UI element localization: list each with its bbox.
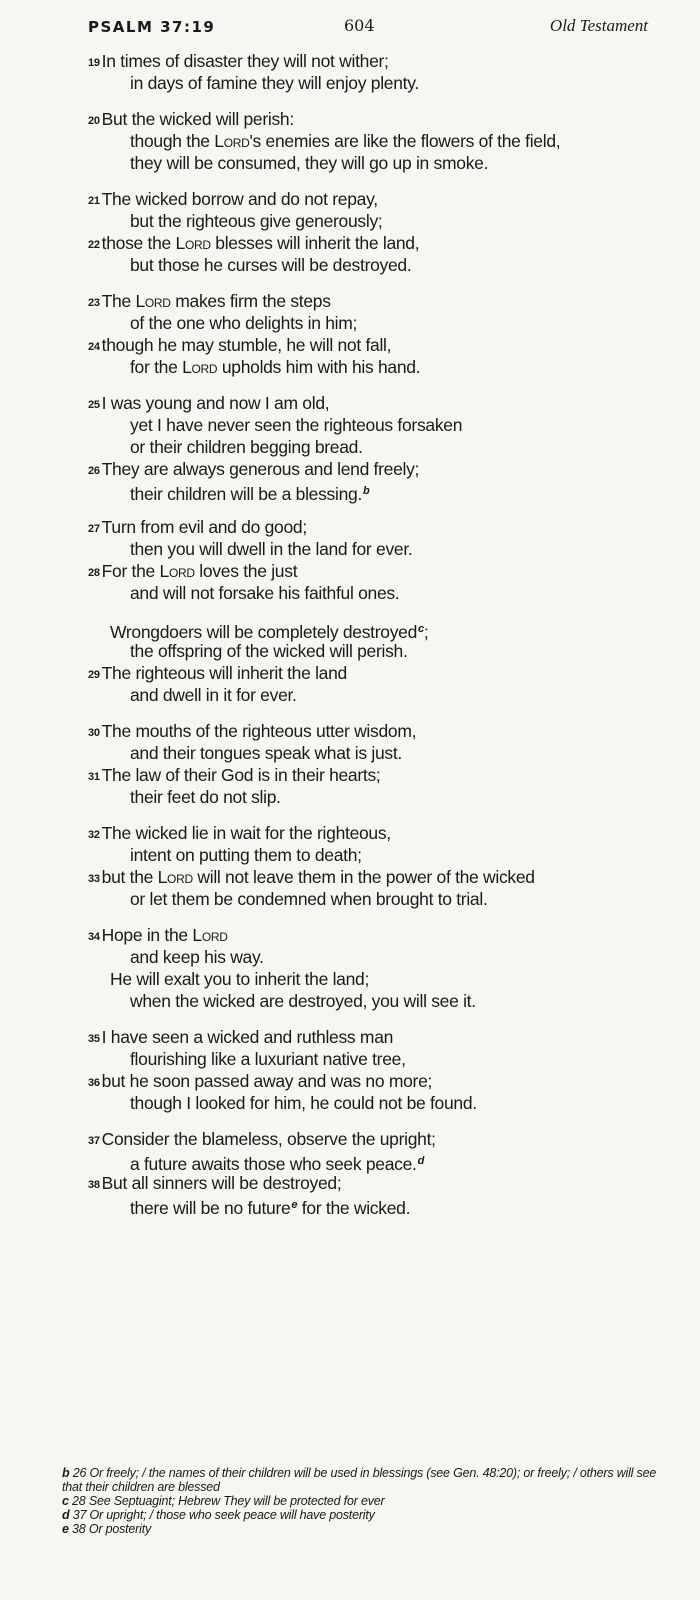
verse-line: [88, 50, 658, 72]
verse-line: [88, 990, 658, 1012]
verse-line: [88, 1194, 658, 1216]
verse-line: [88, 662, 658, 684]
verse-line: [88, 888, 658, 910]
verse-number: 24: [88, 341, 100, 353]
verse-text: But all sinners will be destroyed;: [101, 1173, 342, 1193]
verse-line: [88, 1092, 658, 1114]
verse-text: 's enemies are like the flowers of the field,: [249, 131, 561, 151]
verse-text: those the: [101, 233, 176, 253]
verse-line: [88, 290, 658, 312]
verse-text: will not leave them in the power of the wicked: [192, 867, 535, 887]
verse-line: [88, 560, 658, 582]
verse-text: The wicked borrow and do not repay,: [101, 189, 378, 209]
verse-text: flourishing like a luxuriant native tree,: [130, 1049, 406, 1069]
verse-line: [88, 334, 658, 356]
verse-line: [88, 188, 658, 210]
verse-line: [88, 232, 658, 254]
footnote: [62, 1522, 662, 1536]
divine-name: Lord: [182, 357, 218, 377]
verse-number: 25: [88, 399, 100, 411]
footnotes: [62, 1466, 662, 1536]
footnote-text: Or upright; / those who seek peace will have posterity: [89, 1508, 375, 1522]
verse-line: [88, 618, 658, 640]
footnote-ref: 38: [72, 1522, 86, 1536]
psalm-text: [88, 50, 658, 1216]
page-header: [88, 14, 648, 44]
footnote-marker: d: [417, 1155, 425, 1167]
verse-text: I have seen a wicked and ruthless man: [101, 1027, 394, 1047]
divine-name: Lord: [214, 131, 250, 151]
verse-line: [88, 844, 658, 866]
verse-line: [88, 822, 658, 844]
verse-line: [88, 968, 658, 990]
verse-text: for the: [130, 357, 183, 377]
verse-number: 27: [88, 523, 100, 535]
verse-line: [88, 640, 658, 662]
verse-line: [88, 582, 658, 604]
verse-line: [88, 946, 658, 968]
verse-text: yet I have never seen the righteous forsaken: [130, 415, 463, 435]
verse-number: 35: [88, 1033, 100, 1045]
verse-text: Wrongdoers will be completely destroyed: [110, 622, 418, 642]
verse-text: and their tongues speak what is just.: [130, 743, 402, 763]
verse-number: 23: [88, 297, 100, 309]
footnote-text: Or freely; / the names of their children will be used in blessings (see Gen. 48:20); or freely; / others will see that their children are blessed: [62, 1466, 657, 1494]
verse-line: [88, 392, 658, 414]
verse-text: The wicked lie in wait for the righteous,: [101, 823, 391, 843]
verse-number: 30: [88, 727, 100, 739]
verse-text: though I looked for him, he could not be found.: [130, 1093, 477, 1113]
verse-line: [88, 130, 658, 152]
verse-number: 37: [88, 1135, 100, 1147]
page-number: 604: [344, 16, 375, 35]
verse-text: Hope in the: [101, 925, 193, 945]
verse-text: when the wicked are destroyed, you will see it.: [130, 991, 476, 1011]
footnote: [62, 1466, 662, 1494]
verse-number: 20: [88, 115, 100, 127]
verse-line: [88, 1070, 658, 1092]
verse-line: [88, 480, 658, 502]
divine-name: Lord: [192, 925, 228, 945]
verse-number: 34: [88, 931, 100, 943]
verse-number: 19: [88, 57, 100, 69]
verse-text: though he may stumble, he will not fall,: [101, 335, 392, 355]
verse-line: [88, 786, 658, 808]
verse-text: though the: [130, 131, 215, 151]
verse-text: they will be consumed, they will go up in smoke.: [130, 153, 489, 173]
verse-line: [88, 414, 658, 436]
verse-text: blesses will inherit the land,: [210, 233, 420, 253]
verse-line: [88, 1128, 658, 1150]
verse-number: 21: [88, 195, 100, 207]
verse-text: Turn from evil and do good;: [101, 517, 307, 537]
verse-text: a future awaits those who seek peace.: [130, 1154, 417, 1174]
verse-text: ;: [423, 622, 429, 642]
verse-line: [88, 312, 658, 334]
verse-text: of the one who delights in him;: [130, 313, 358, 333]
verse-text: Consider the blameless, observe the upright;: [101, 1129, 436, 1149]
running-head: PSALM 37:19: [88, 18, 216, 36]
verse-text: He will exalt you to inherit the land;: [110, 969, 370, 989]
verse-text: makes firm the steps: [170, 291, 331, 311]
footnote: [62, 1508, 662, 1522]
verse-text: their children will be a blessing.: [130, 484, 363, 504]
verse-line: [88, 866, 658, 888]
section-title: Old Testament: [549, 16, 648, 35]
verse-text: for the wicked.: [297, 1198, 411, 1218]
divine-name: Lord: [159, 561, 195, 581]
verse-number: 26: [88, 465, 100, 477]
verse-text: and keep his way.: [130, 947, 264, 967]
verse-text: or their children begging bread.: [130, 437, 363, 457]
footnote-marker: c: [418, 623, 424, 635]
verse-number: 28: [88, 567, 100, 579]
verse-text: the offspring of the wicked will perish.: [130, 641, 408, 661]
verse-line: [88, 1172, 658, 1194]
verse-line: [88, 516, 658, 538]
footnote-ref: 26: [72, 1466, 87, 1480]
footnote-mark: e: [62, 1522, 69, 1536]
verse-number: 36: [88, 1077, 100, 1089]
footnote-text: Or posterity: [88, 1522, 152, 1536]
verse-line: [88, 254, 658, 276]
verse-text: but the: [101, 867, 158, 887]
verse-line: [88, 356, 658, 378]
verse-line: [88, 764, 658, 786]
verse-text: then you will dwell in the land for ever.: [130, 539, 413, 559]
footnote-marker: b: [363, 485, 370, 497]
verse-text: but the righteous give generously;: [130, 211, 383, 231]
verse-line: [88, 72, 658, 94]
verse-line: [88, 1048, 658, 1070]
verse-number: 33: [88, 873, 100, 885]
verse-text: The law of their God is in their hearts;: [101, 765, 381, 785]
verse-text: and dwell in it for ever.: [130, 685, 297, 705]
verse-line: [88, 742, 658, 764]
verse-line: [88, 458, 658, 480]
verse-text: loves the just: [194, 561, 298, 581]
divine-name: Lord: [175, 233, 211, 253]
footnote-text: See Septuagint; Hebrew They will be protected for ever: [88, 1494, 385, 1508]
verse-line: [88, 684, 658, 706]
verse-number: 38: [88, 1179, 100, 1191]
verse-text: or let them be condemned when brought to trial.: [130, 889, 488, 909]
verse-number: 22: [88, 239, 100, 251]
verse-line: [88, 720, 658, 742]
verse-line: [88, 152, 658, 174]
verse-text: intent on putting them to death;: [130, 845, 362, 865]
verse-text: They are always generous and lend freely;: [101, 459, 420, 479]
verse-text: The righteous will inherit the land: [101, 663, 347, 683]
verse-text: In times of disaster they will not wither;: [101, 51, 389, 71]
footnote: [62, 1494, 662, 1508]
verse-text: but those he curses will be destroyed.: [130, 255, 412, 275]
verse-text: there will be no future: [130, 1198, 291, 1218]
verse-number: 29: [88, 669, 100, 681]
verse-text: upholds him with his hand.: [217, 357, 421, 377]
verse-line: [88, 210, 658, 232]
verse-line: [88, 924, 658, 946]
verse-text: The: [101, 291, 136, 311]
verse-line: [88, 1150, 658, 1172]
verse-line: [88, 108, 658, 130]
footnote-mark: c: [62, 1494, 69, 1508]
verse-line: [88, 538, 658, 560]
verse-text: and will not forsake his faithful ones.: [130, 583, 400, 603]
verse-number: 31: [88, 771, 100, 783]
verse-text: But the wicked will perish:: [101, 109, 294, 129]
verse-text: The mouths of the righteous utter wisdom,: [101, 721, 417, 741]
footnote-ref: 37: [72, 1508, 87, 1522]
verse-number: 32: [88, 829, 100, 841]
verse-line: [88, 436, 658, 458]
verse-text: For the: [101, 561, 160, 581]
footnote-mark: b: [62, 1466, 70, 1480]
divine-name: Lord: [135, 291, 171, 311]
footnote-mark: d: [62, 1508, 70, 1522]
verse-text: but he soon passed away and was no more;: [101, 1071, 433, 1091]
divine-name: Lord: [157, 867, 193, 887]
verse-text: their feet do not slip.: [130, 787, 281, 807]
verse-line: [88, 1026, 658, 1048]
verse-text: in days of famine they will enjoy plenty.: [130, 73, 419, 93]
footnote-marker: e: [291, 1199, 298, 1211]
verse-text: I was young and now I am old,: [101, 393, 330, 413]
footnote-ref: 28: [72, 1494, 86, 1508]
